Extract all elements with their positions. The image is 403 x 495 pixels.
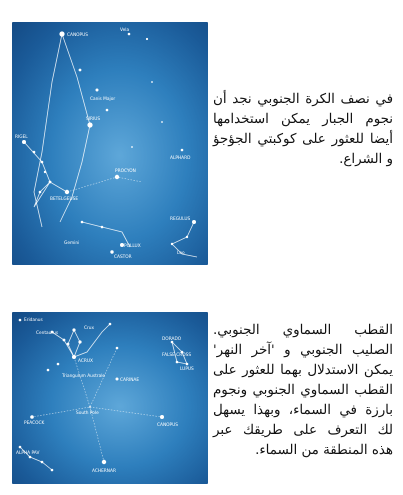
star: [41, 161, 44, 164]
star: [44, 171, 46, 173]
label-canis-major: Canis Major: [90, 97, 116, 102]
label-betelgeuse: BETELGEUSE: [50, 197, 79, 202]
star: [171, 243, 173, 245]
star: [63, 339, 66, 342]
procyon-line: [67, 177, 142, 192]
procyon-star: [115, 175, 119, 179]
star: [72, 328, 75, 331]
paragraph-south-pole: القطب السماوي الجنوبي. الصليب الجنوبي و 'آخر النهر' يمكن الاستدلال بهما للعثور على القطب السماوي الجنوبي ونجوم بارزة في السماء، وبهذا يسهل لك التعرف على طريقك عبر هذه المنطقة من السماء.: [213, 323, 393, 458]
canis-major-line: [60, 34, 90, 222]
rigel-star: [22, 140, 26, 144]
star-map-south-pole: [12, 312, 208, 484]
label-vela: Vela: [120, 28, 130, 33]
label-south-pole: South Pole: [76, 411, 99, 416]
label-rigel: RIGEL: [15, 135, 28, 140]
star: [51, 469, 54, 472]
star: [106, 109, 109, 112]
pole-line-3: [90, 407, 162, 417]
regulus-star: [192, 220, 196, 224]
star: [146, 38, 148, 40]
label-centaurus: Centaurus: [36, 331, 59, 336]
star: [116, 347, 119, 350]
centaurus-line: [52, 324, 110, 357]
label-castor: CASTOR: [114, 255, 132, 260]
label-sirius: SIRIUS: [86, 117, 101, 122]
star: [161, 121, 163, 123]
star-map-south-pole-svg: [12, 312, 208, 484]
star: [49, 181, 52, 184]
label-procyon: PROCYON: [115, 169, 136, 174]
star: [19, 319, 22, 322]
star: [96, 89, 99, 92]
canopus-star-2: [160, 415, 164, 419]
label-false-cross: FALSE CROSS: [162, 353, 192, 358]
label-alphard: ALPHARD: [170, 156, 191, 161]
star: [101, 226, 104, 229]
label-lupus: LUPUS: [180, 367, 194, 372]
label-alpha-pav: ALPHA PAV: [16, 451, 40, 456]
label-pollux: POLLUX: [124, 244, 141, 249]
star: [81, 221, 84, 224]
label-carinae: CARINAE: [120, 378, 140, 383]
star: [131, 146, 133, 148]
star: [41, 461, 44, 464]
star: [47, 369, 50, 372]
label-acrux: ACRUX: [78, 359, 93, 364]
star: [186, 363, 189, 366]
peacock-star: [30, 415, 34, 419]
star-map-orion-svg: [12, 22, 208, 265]
star: [79, 69, 82, 72]
star: [78, 340, 81, 343]
label-peacock: PEACOCK: [24, 421, 45, 426]
sirius-star: [87, 122, 92, 127]
label-crux: Crux: [84, 326, 95, 331]
paragraph-orion-guide: في نصف الكرة الجنوبي نجد أن نجوم الجبار يمكن استخدامها أيضا للعثور على كوكبتي الجؤجؤ و الشراع.: [213, 92, 393, 167]
star: [67, 343, 70, 346]
star: [33, 151, 36, 154]
star: [29, 456, 32, 459]
star: [176, 361, 179, 364]
label-leo: Leo: [177, 251, 185, 256]
crux-line: [68, 330, 80, 357]
star: [19, 446, 22, 449]
star-map-orion-region: [12, 22, 208, 265]
label-gemini: Gemini: [64, 241, 80, 246]
carinae-star: [116, 378, 119, 381]
label-regulus: REGULUS: [170, 217, 191, 222]
label-eridanus: Eridanus: [24, 318, 43, 323]
castor-star: [110, 250, 113, 253]
label-achernar: ACHERNAR: [92, 469, 116, 474]
label-canopus: CANOPUS: [157, 423, 178, 428]
star: [128, 33, 131, 36]
canopus-star: [59, 31, 64, 36]
south-pole-marker: [89, 406, 91, 408]
achernar-star: [102, 460, 106, 464]
star: [151, 81, 153, 83]
star: [57, 363, 60, 366]
label-canopus: CANOPUS: [67, 33, 88, 38]
acrux-star: [72, 355, 76, 359]
label-triangulum: Triangulum Australe: [62, 374, 106, 379]
alphard-star: [181, 149, 184, 152]
betelgeuse-star: [65, 190, 69, 194]
star: [186, 236, 188, 238]
star: [39, 191, 42, 194]
pole-line-1: [74, 357, 104, 462]
star: [109, 323, 112, 326]
label-dorado: DORADO: [162, 337, 182, 342]
